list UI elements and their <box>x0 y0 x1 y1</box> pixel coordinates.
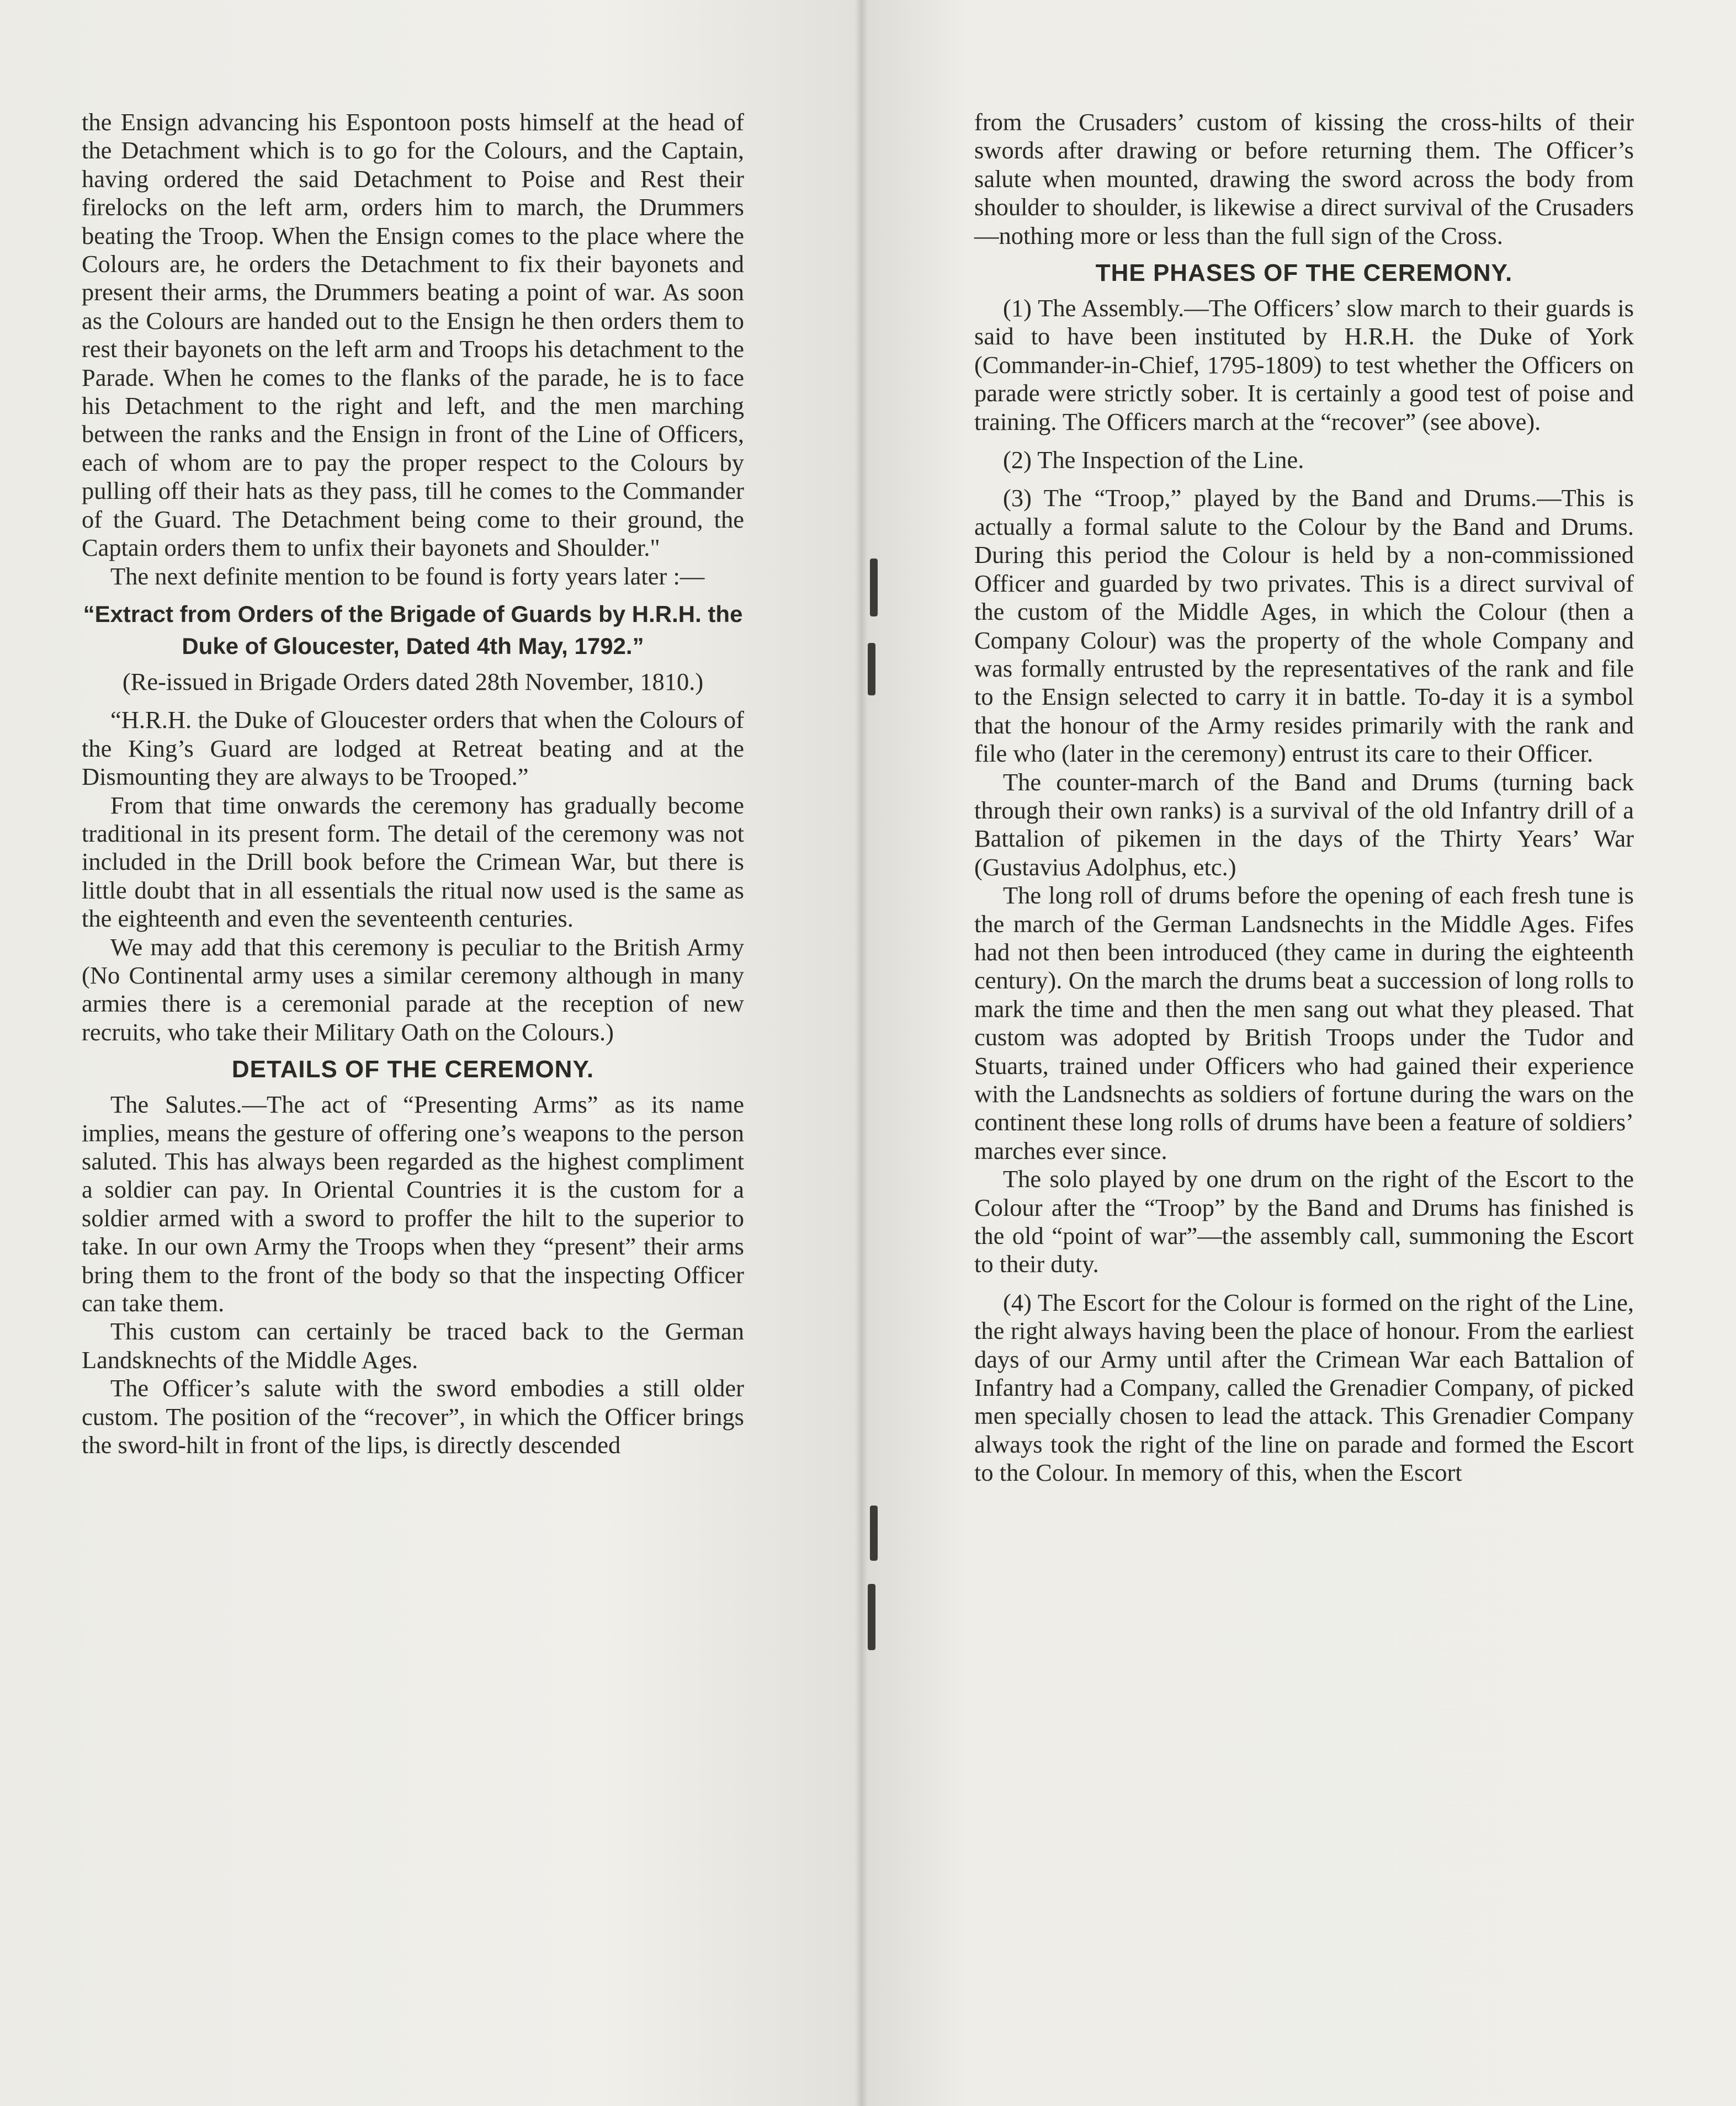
staple-mark <box>870 1506 878 1561</box>
staple-mark <box>868 643 875 695</box>
extract-heading: “Extract from Orders of the Brigade of Guards by H.R.H. the Duke of Gloucester, Dated 4th May, 1792.” <box>83 600 743 659</box>
paragraph: The next definite mention to be found is forty years later :— <box>110 562 705 590</box>
paragraph: This custom can certainly be traced back to the German Landsknechts of the Middle Ages. <box>82 1317 744 1374</box>
paragraph: The Officer’s salute with the sword embodies a still older custom. The position of the “recover”, in which the Officer brings the sword-hilt in front of the lips, is directly descended <box>82 1374 744 1459</box>
reissued-note: (Re-issued in Brigade Orders dated 28th November, 1810.) <box>122 667 704 695</box>
paragraph: (3) The “Troop,” played by the Band and Drums.—This is actually a formal salute to the Colour by the Band and Drums. During this period the Colour is held by a non-commissioned Officer and guarded by two privates. This is a direct survival of the custom of the Middle Ages, in which the Colour (then a Company Colour) was the property of the whole Company and was formally entrusted by the representatives of the rank and file to the Ensign selected to carry it in battle. To-day it is a symbol that the honour of the Army resides primarily with the rank and file who (later in the ceremony) entrust its care to their Officer. <box>974 484 1634 768</box>
right-column <box>974 108 1634 1487</box>
book-gutter <box>854 0 868 2106</box>
paragraph: The solo played by one drum on the right of the Escort to the Colour after the “Troop” by the Band and Drums has finished is the old “point of war”—the assembly call, summoning the Escort to their duty. <box>974 1165 1634 1278</box>
paragraph: (1) The Assembly.—The Officers’ slow march to their guards is said to have been instituted by H.R.H. the Duke of York (Commander-in-Chief, 1795-1809) to test whether the Officers on parade were strictly sober. It is certainly a good test of poise and training. The Officers march at the “recover” (see above). <box>974 294 1634 435</box>
paragraph: We may add that this ceremony is peculiar to the British Army (No Continental army uses a similar ceremony although in many armies there is a ceremonial parade at the reception of new recruits, who take their Military Oath on the Colours.) <box>82 933 744 1046</box>
paragraph: The long roll of drums before the opening of each fresh tune is the march of the German Landsnechts in the Middle Ages. Fifes had not then been introduced (they came in during the eighteenth century). On the march the drums beat a succession of long rolls to mark the time and then the men sang out what they pleased. That custom was adopted by British Troops under the Tudor and Stuarts, trained under Officers who had gained their experience with the Landsnechts as soldiers of fortune during the wars on the continent these long rolls of drums have been a feature of soldiers’ marches ever since. <box>974 881 1634 1164</box>
paragraph: from the Crusaders’ custom of kissing the cross-hilts of their swords after drawing or before returning them. The Officer’s salute when mounted, drawing the sword across the body from shoulder to shoulder, is likewise a direct survival of the Crusaders—nothing more or less than the full sign of the Cross. <box>974 108 1634 249</box>
paragraph: The counter-march of the Band and Drums (turning back through their own ranks) is a survival of the old Infantry drill of a Battalion of pikemen in the days of the Thirty Years’ War (Gustavius Adolphus, etc.) <box>974 768 1634 881</box>
staple-mark <box>870 559 878 616</box>
paragraph: “H.R.H. the Duke of Gloucester orders that when the Colours of the King’s Guard are lodged at Retreat beating and at the Dismounting they are always to be Trooped.” <box>82 706 744 791</box>
paragraph: (2) The Inspection of the Line. <box>1003 446 1304 474</box>
section-heading: DETAILS OF THE CEREMONY. <box>231 1056 594 1083</box>
paragraph: (4) The Escort for the Colour is formed on the right of the Line, the right always having been the place of honour. From the earliest days of our Army until after the Crimean War each Battalion of Infantry had a Company, called the Grenadier Company, of picked men specially chosen to lead the attack. This Grenadier Company always took the right of the line on parade and formed the Escort to the Colour. In memory of this, when the Escort <box>974 1288 1634 1487</box>
section-heading: THE PHASES OF THE CEREMONY. <box>1095 259 1513 287</box>
paragraph: From that time onwards the ceremony has gradually become traditional in its present form. The detail of the ceremony was not included in the Drill book before the Crimean War, but there is little doubt that in all essentials the ritual now used is the same as the eighteenth and even the seventeenth centuries. <box>82 791 744 933</box>
staple-mark <box>868 1584 875 1650</box>
paragraph: The Salutes.—The act of “Presenting Arms” as its name implies, means the gesture of offering one’s weapons to the person saluted. This has always been regarded as the highest compliment a soldier can pay. In Oriental Countries it is the custom for a soldier armed with a sword to proffer the hilt to the superior to take. In our own Army the Troops when they “present” their arms bring them to the front of the body so that the inspecting Officer can take them. <box>82 1091 744 1317</box>
paragraph: the Ensign advancing his Espontoon posts himself at the head of the Detachment which is to go for the Colours, and the Captain, having ordered the said Detachment to Poise and Rest their firelocks on the left arm, orders him to march, the Drummers beating the Troop. When the Ensign comes to the place where the Colours are, he orders the Detachment to fix their bayonets and present their arms, the Drummers beating a point of war. As soon as the Colours are handed out to the Ensign he then orders them to rest their bayonets on the left arm and Troops his detachment to the Parade. When he comes to the flanks of the parade, he is to face his Detachment to the right and left, and the men marching between the ranks and the Ensign in front of the Line of Officers, each of whom are to pay the proper respect to the Colours by pulling off their hats as they pass, till he comes to the Commander of the Guard. The Detachment being come to their ground, the Captain orders them to unfix their bayonets and Shoulder." <box>82 108 744 562</box>
left-column <box>82 108 744 1459</box>
